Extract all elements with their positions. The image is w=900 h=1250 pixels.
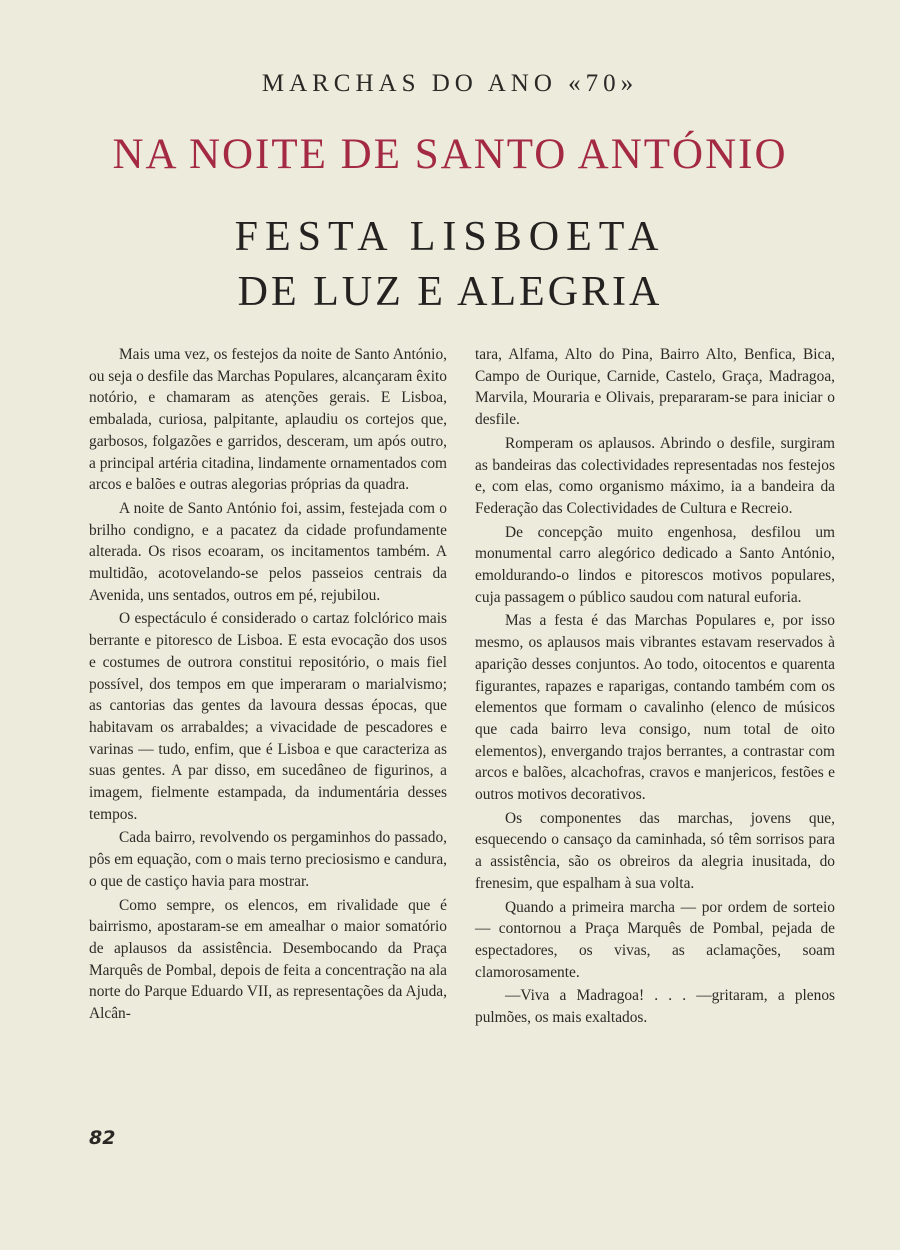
paragraph-continued: tara, Alfama, Alto do Pina, Bairro Alto, Benfica, Bica, Campo de Ourique, Carnide, Castelo, Graça, Madragoa, Marvila, Mouraria e Olivais, prepararam-se para iniciar o desfile.	[475, 346, 835, 429]
paragraph: O espectáculo é considerado o cartaz folclórico mais berrante e pitoresco de Lisboa. E esta evocação dos usos e costumes de outrora constitui repositório, o mais fiel possível, dos tempos em que imperaram o marialvismo; as cantorias das gentes da lavoura dessas épocas, que habitavam os arrabaldes; a vivacidade de pescadores e varinas — tudo, enfim, que é Lisboa e que caracteriza as suas gentes. A par disso, em sucedâneo de figurinos, a imagem, fielmente estampada, da indumentária desses tempos.	[89, 610, 447, 823]
paragraph: De concepção muito engenhosa, desfilou um monumental carro alegórico dedicado a Santo António, emoldurando-o lindos e pitorescos motivos populares, cuja passagem o público saudou com natural euforia.	[475, 523, 835, 606]
title-line-2: DE LUZ E ALEGRIA	[237, 269, 663, 315]
right-column	[475, 344, 835, 1029]
paragraph: Mas a festa é das Marchas Populares e, por isso mesmo, os aplausos mais vibrantes estavam reservados à aparição desses conjuntos. Ao todo, oitocentos e quarenta figurantes, rapazes e raparigas, contando também com os elementos que formam o cavalinho (elenco de músicos que cada bairro leva consigo, num total de oito elementos), envergando trajos berrantes, a contrastar com arcos e balões, alcachofras, cravos e manjericos, festões e outros motivos decorativos.	[475, 612, 835, 804]
article-title	[0, 210, 900, 320]
paragraph: A noite de Santo António foi, assim, festejada com o brilho condigno, e a pacatez da cidade profundamente alterada. Os risos ecoaram, os incitamentos também. A multidão, acotovelando-se pelos passeios centrais da Avenida, uns sentados, outros em pé, rejubilou.	[89, 499, 447, 604]
paragraph: Como sempre, os elencos, em rivalidade que é bairrismo, apostaram-se em amealhar o maior somatório de aplausos da assistência. Desembocando da Praça Marquês de Pombal, depois de feita a concentração na ala norte do Parque Eduardo VII, as representações da Ajuda, Alcân-	[89, 896, 447, 1023]
paragraph: Quando a primeira marcha — por ordem de sorteio — contornou a Praça Marquês de Pombal, pejada de espectadores, os vivas, as aclamações, soam clamorosamente.	[475, 898, 835, 981]
page-number: 82	[89, 1127, 116, 1149]
article-headline: NA NOITE DE SANTO ANTÓNIO	[112, 131, 788, 178]
article-kicker: MARCHAS DO ANO «70»	[261, 70, 639, 97]
left-column	[89, 344, 447, 1025]
paragraph: —Viva a Madragoa! . . . —gritaram, a plenos pulmões, os mais exaltados.	[475, 987, 835, 1027]
paragraph: Mais uma vez, os festejos da noite de Santo António, ou seja o desfile das Marchas Populares, alcançaram êxito notório, e chamaram as atenções gerais. E Lisboa, embalada, curiosa, palpitante, aplaudiu os cortejos que, garbosos, folgazões e garridos, desceram, um após outro, a principal artéria citadina, lindamente ornamentados com arcos e balões e outras alegorias próprias da quadra.	[89, 346, 447, 494]
paragraph: Cada bairro, revolvendo os pergaminhos do passado, pôs em equação, com o mais terno preciosismo e candura, o que de castiço havia para mostrar.	[89, 829, 447, 890]
title-line-1: FESTA LISBOETA	[234, 214, 666, 260]
paragraph: Romperam os aplausos. Abrindo o desfile, surgiram as bandeiras das colectividades representadas nos festejos e, com elas, como organismo máximo, ia a bandeira da Federação das Colectividades de Cultura e Recreio.	[475, 434, 835, 517]
paragraph: Os componentes das marchas, jovens que, esquecendo o cansaço da caminhada, só têm sorrisos para a assistência, são os obreiros da alegria inusitada, do frenesim, que espalham à sua volta.	[475, 809, 835, 892]
